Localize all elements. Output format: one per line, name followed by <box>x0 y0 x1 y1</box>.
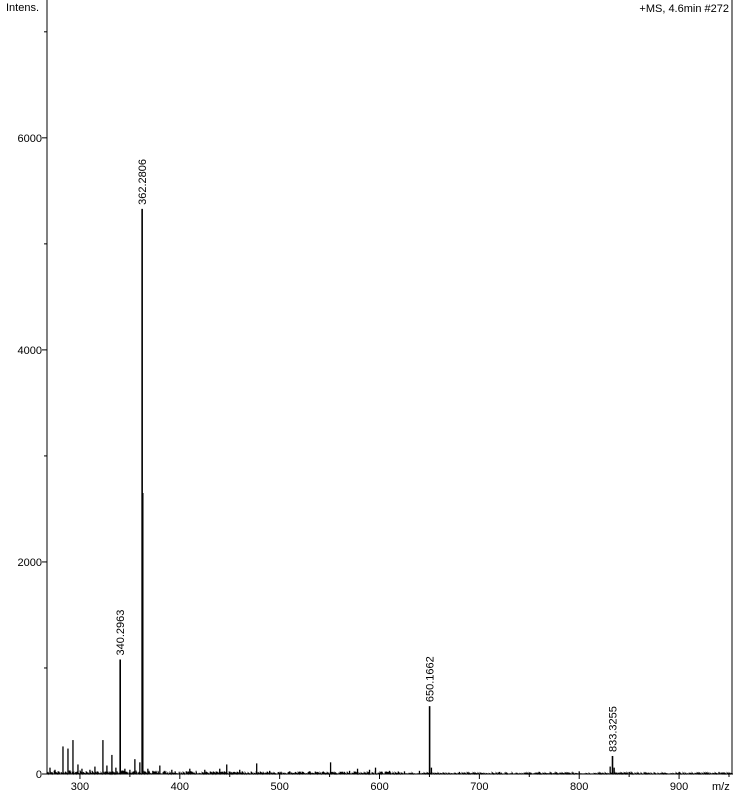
peak-label-2: 650.1662 <box>424 656 437 703</box>
y-tick-label-4000: 4000 <box>17 344 42 357</box>
y-tick-label-0: 0 <box>35 769 42 781</box>
x-tick-label-300: 300 <box>70 781 90 793</box>
peak-label-1: 362.2806 <box>137 158 150 205</box>
x-tick-label-800: 800 <box>570 781 589 793</box>
peak-label-3: 833.3255 <box>607 706 620 752</box>
x-tick-label-600: 600 <box>370 781 389 793</box>
axis-ticks <box>18 32 729 793</box>
y-axis-label: Intens. <box>6 2 40 14</box>
x-axis-label: m/z <box>712 781 730 793</box>
x-tick-label-700: 700 <box>470 781 489 793</box>
peak-label-0: 340.2963 <box>115 609 128 656</box>
peak-labels <box>115 159 619 752</box>
x-tick-label-400: 400 <box>170 781 189 793</box>
y-tick-label-2000: 2000 <box>17 556 42 569</box>
y-tick-label-6000: 6000 <box>17 132 42 145</box>
x-tick-label-900: 900 <box>669 781 689 793</box>
chart-title: +MS, 4.6min #272 <box>639 3 729 15</box>
spectrum-peaks <box>50 209 719 774</box>
x-tick-label-500: 500 <box>270 781 289 793</box>
plot-frame <box>47 0 733 774</box>
